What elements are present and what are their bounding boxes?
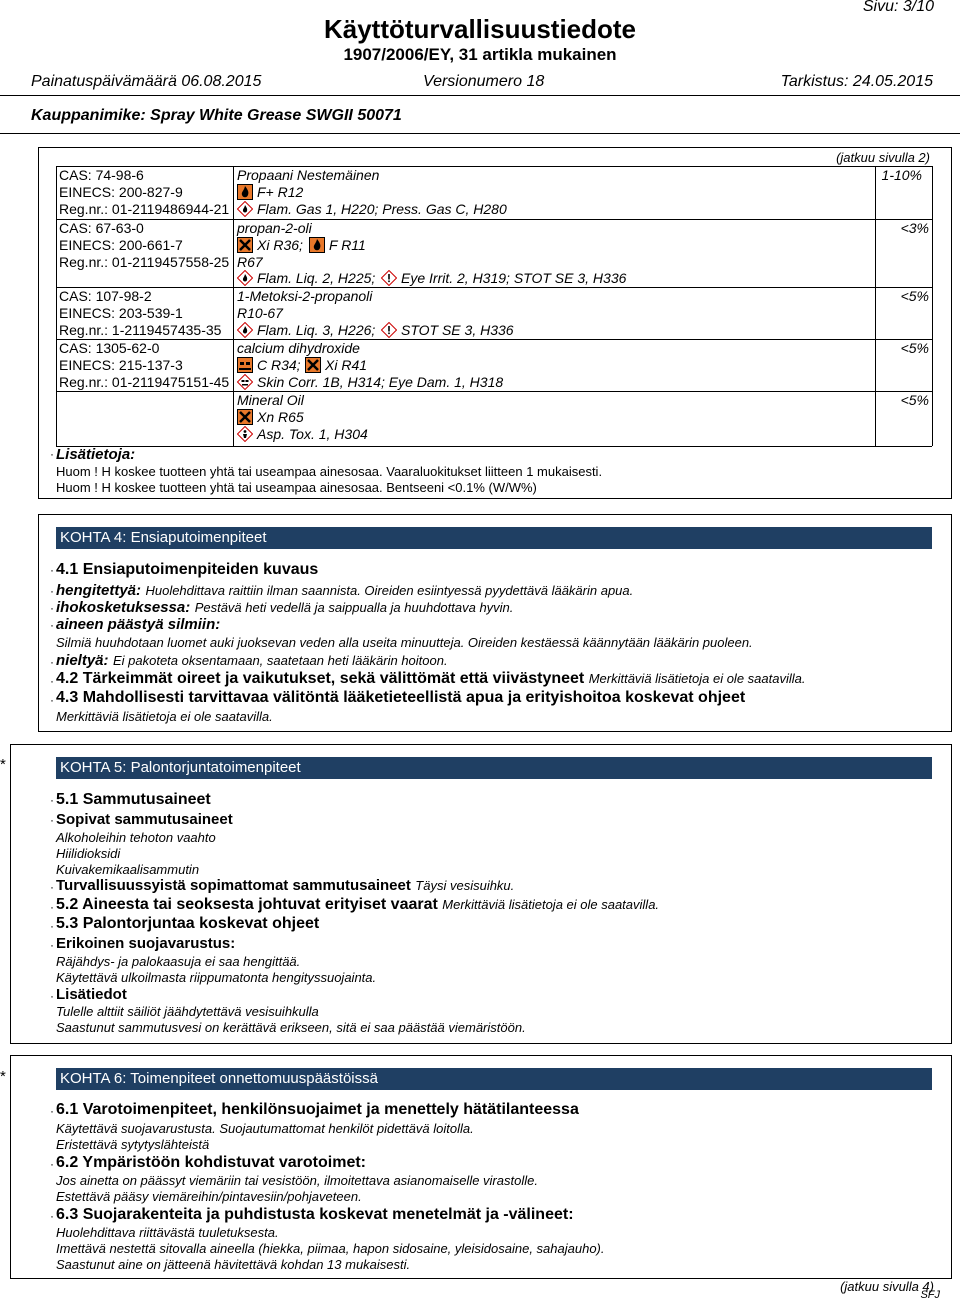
reg-number: Reg.nr.: 01-2119475151-45 [59,374,230,390]
unsuitable-media-label: Turvallisuussyistä sopimattomat sammutusaineet [56,877,411,894]
corrosion-pictogram-icon [237,374,253,390]
einecs-number: EINECS: 200-827-9 [59,184,183,200]
inhalation-row [56,582,633,600]
revision-date: Tarkistus: 24.05.2015 [780,73,933,90]
section-6-2-text: Estettävä pääsy viemäreihin/pintavesiin/pohjaveteen. [56,1189,362,1204]
section-6-3-text: Huolehdittava riittävästä tuuletuksesta. [56,1225,279,1240]
additional-info-line: Huom ! H koskee tuotteen yhtä tai useampaa ainesosaa. Vaaraluokitukset liitteen 1 mukaisesti. [56,464,603,479]
flame-pictogram-icon [237,201,253,217]
section-6-3-text: Saastunut aine on jätteenä hävitettävä kohdan 13 mukaisesti. [56,1257,411,1272]
r-phrase: Xi R41 [325,357,368,373]
suitable-media-item: Hiilidioksidi [56,846,121,861]
einecs-number: EINECS: 200-661-7 [59,237,183,253]
hazard-statement: Eye Irrit. 2, H319; STOT SE 3, H336 [401,270,627,286]
ingredient-name: propan-2-oli [237,220,312,236]
section-4-2-text: Merkittäviä lisätietoja ei ole saatavilla. [588,671,806,686]
flame-pictogram-icon [237,270,253,286]
flame-pictogram-icon [309,237,325,253]
protective-equipment-item: Käytettävä ulkoilmasta riippumatonta hengityssuojainta. [56,970,377,985]
section-4-2-row [56,670,805,688]
trade-name [31,107,402,125]
einecs-number: EINECS: 203-539-1 [59,305,183,321]
section-4-1-heading: 4.1 Ensiaputoimenpiteiden kuvaus [56,561,319,578]
section-5-2-row [56,896,659,914]
section-5-banner: KOHTA 5: Palontorjuntatoimenpiteet [56,757,932,779]
header-rule [0,95,960,96]
inhalation-text: Huolehdittava raittiin ilman saannista. Oireiden esiintyessä pyydettävä lääkärin apua. [145,583,634,598]
document-subtitle: 1907/2006/EY, 31 artikla mukainen [343,45,617,64]
harmful-cross-icon [237,409,253,425]
cas-number: CAS: 67-63-0 [59,220,144,236]
hazard-statement: Flam. Liq. 2, H225; [257,270,376,286]
ingredient-name: calcium dihydroxide [237,340,360,356]
suitable-media-label: Sopivat sammutusaineet [56,811,233,828]
exclamation-diamond-icon [381,322,397,338]
hazard-statement: STOT SE 3, H336 [401,322,514,338]
concentration: 1-10% [881,167,922,183]
ingestion-text: Ei pakoteta oksentamaan, saatetaan heti lääkärin hoitoon. [112,653,448,668]
harmful-cross-icon [305,357,321,373]
continued-from: (jatkuu sivulla 2) [836,150,930,165]
version-number: Versionumero 18 [423,73,545,90]
r-phrase: F+ R12 [257,184,304,200]
section-4-banner: KOHTA 4: Ensiaputoimenpiteet [56,527,932,549]
section-5-info-item: Saastunut sammutusvesi on kerättävä erikseen, sitä ei saa päästää viemäristöön. [56,1020,526,1035]
ingredient-name: Propaani Nestemäinen [237,167,380,183]
r-phrase: R10-67 [237,305,283,321]
reg-number: Reg.nr.: 01-2119457558-25 [59,254,230,270]
section-5-2-heading: 5.2 Aineesta tai seoksesta johtuvat erityiset vaarat [56,896,438,913]
ingredient-name: Mineral Oil [237,392,304,408]
protective-equipment-item: Räjähdys- ja palokaasuja ei saa hengittää. [56,954,301,969]
health-hazard-icon [237,426,253,442]
skin-contact-text: Pestävä heti vedellä ja saippualla ja huuhdottava hyvin. [194,600,514,615]
skin-contact-row [56,599,513,617]
ingestion-label: nieltyä: [56,652,109,669]
skin-contact-label: ihokosketuksessa: [56,599,191,616]
print-date: Painatuspäivämäärä 06.08.2015 [31,73,262,90]
section-5-1-heading: 5.1 Sammutusaineet [56,791,211,808]
cas-number: CAS: 74-98-6 [59,167,144,183]
eye-contact-label: aineen päästyä silmiin: [56,616,221,633]
protective-equipment-label: Erikoinen suojavarustus: [56,935,236,952]
revision-marker: * [0,756,6,773]
flame-pictogram-icon [237,322,253,338]
corrosion-pictogram-icon [237,357,253,373]
r-phrase: C R34; [257,357,301,373]
section-4-3-text: Merkittäviä lisätietoja ei ole saatavilla. [56,709,273,724]
unsuitable-media-text: Täysi vesisuihku. [415,878,515,893]
flame-pictogram-icon [237,184,253,200]
harmful-cross-icon [237,237,253,253]
hazard-statement: Flam. Liq. 3, H226; [257,322,376,338]
section-5-2-text: Merkittäviä lisätietoja ei ole saatavilla. [442,897,660,912]
ingestion-row [56,652,448,670]
trade-name-label: Kauppanimike: [31,107,146,124]
eye-contact-text: Silmiä huuhdotaan luomet auki juoksevan veden alla useita minuutteja. Oireiden kestäessä käännytään lääkärin puoleen. [56,635,753,650]
additional-info-label: Lisätietoja: [56,446,136,463]
footer-code: SFJ [920,1289,940,1301]
reg-number: Reg.nr.: 01-2119486944-21 [59,201,230,217]
additional-info-line: Huom ! H koskee tuotteen yhtä tai useampaa ainesosaa. Bentseeni <0.1% (W/W%) [56,480,537,495]
hazard-statement: Asp. Tox. 1, H304 [257,426,368,442]
section-5-info-label: Lisätiedot [56,986,127,1003]
revision-marker: * [0,1068,6,1085]
inhalation-label: hengitettyä: [56,582,142,599]
r-phrase: Xn R65 [257,409,304,425]
unsuitable-media-row [56,877,514,895]
einecs-number: EINECS: 215-137-3 [59,357,183,373]
suitable-media-item: Kuivakemikaalisammutin [56,862,200,877]
hazard-statement: Flam. Gas 1, H220; Press. Gas C, H280 [257,201,507,217]
exclamation-diamond-icon [381,270,397,286]
continued-on: (jatkuu sivulla 4) [840,1279,934,1294]
trade-name-rule [0,133,960,134]
document-title: Käyttöturvallisuustiedote [323,14,637,44]
trade-name-value: Spray White Grease SWGII 50071 [150,107,402,124]
section-5-info-item: Tulelle alttiit säiliöt jäähdytettävä vesisuihkulla [56,1004,319,1019]
ingredient-name: 1-Metoksi-2-propanoli [237,288,373,304]
section-6-1-text: Käytettävä suojavarustusta. Suojautumattomat henkilöt pidettävä loitolla. [56,1121,474,1136]
concentration: <5% [900,392,929,408]
section-6-2-heading: 6.2 Ympäristöön kohdistuvat varotoimet: [56,1154,366,1171]
r-phrase: Xi R36; [257,237,303,253]
hazard-statement: Skin Corr. 1B, H314; Eye Dam. 1, H318 [257,374,504,390]
section-5-3-heading: 5.3 Palontorjuntaa koskevat ohjeet [56,915,320,932]
section-6-3-text: Imettävä nestettä sitovalla aineella (hiekka, piimaa, hapon sidosaine, yleisidosaine, sahajauho). [56,1241,605,1256]
reg-number: Reg.nr.: 1-2119457435-35 [59,322,222,338]
suitable-media-item: Alkoholeihin tehoton vaahto [56,830,216,845]
concentration: <5% [900,288,929,304]
concentration: <5% [900,340,929,356]
section-6-2-text: Jos ainetta on päässyt viemäriin tai vesistöön, ilmoitettava asianomaiselle virastolle. [56,1173,538,1188]
section-6-3-heading: 6.3 Suojarakenteita ja puhdistusta koskevat menetelmät ja -välineet: [56,1206,574,1223]
r-phrase: F R11 [329,237,366,253]
section-4-2-heading: 4.2 Tärkeimmät oireet ja vaikutukset, sekä välittömät että viivästyneet [56,670,585,687]
concentration: <3% [900,220,929,236]
cas-number: CAS: 107-98-2 [59,288,152,304]
cas-number: CAS: 1305-62-0 [59,340,160,356]
page-number: Sivu: 3/10 [862,0,934,15]
section-6-1-text: Eristettävä sytytyslähteistä [56,1137,210,1152]
r-phrase: R67 [237,254,263,270]
section-6-1-heading: 6.1 Varotoimenpiteet, henkilönsuojaimet ja menettely hätätilanteessa [56,1101,579,1118]
section-4-3-heading: 4.3 Mahdollisesti tarvittavaa välitöntä lääketieteellistä apua ja erityishoitoa koskevat ohjeet [56,689,746,706]
section-6-banner: KOHTA 6: Toimenpiteet onnettomuuspäästöissä [56,1068,932,1090]
